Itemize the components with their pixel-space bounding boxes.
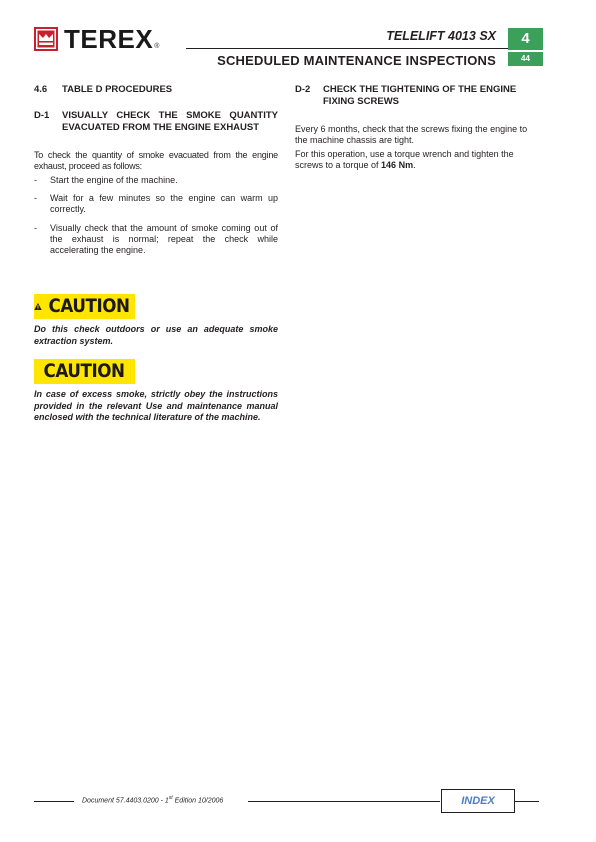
list-item [34,223,278,256]
intro-paragraph: To check the quantity of smoke evacuated from the engine exhaust, proceed as follows: [34,150,278,171]
page-number-badge: 44 [508,52,543,66]
warning-triangle-icon [34,299,42,314]
list-item [34,175,278,186]
caution-label-with-symbol [34,294,135,319]
heading-text: TABLE D PROCEDURES [62,84,173,95]
edition-date: Edition 10/2006 [172,797,224,805]
document-number: Document 57.4403.0200 - 1 [82,797,169,805]
brand-name: TEREX [64,24,154,54]
paragraph-end: . [413,160,416,170]
caution-text: In case of excess smoke, strictly obey the instructions provided in the relevant Use and maintenance manual enclosed with the technical literature of the machine. [34,389,278,422]
caution-label: CAUTION [48,295,130,317]
heading-table-d [34,84,278,96]
caution-label [34,359,135,384]
list-item [34,193,278,215]
left-column [34,84,278,256]
caution-label: CAUTION [43,360,126,382]
paragraph [295,149,539,171]
caution-text: Do this check outdoors or use an adequate smoke extraction system. [34,324,278,346]
paragraph-text: For this operation, use a torque wrench and tighten the screws to a torque of [295,149,514,170]
index-button[interactable]: INDEX [441,789,515,813]
bullet-dash: - [34,175,37,185]
heading-number: D-1 [34,110,50,121]
heading-text: VISUALLY CHECK THE SMOKE QUANTITY EVACUATED FROM THE ENGINE EXHAUST [62,110,278,133]
heading-d2 [295,84,539,108]
list-item-text: Visually check that the amount of smoke coming out of the exhaust is normal; repeat the check while accelerating the engine. [50,223,278,255]
chapter-number-badge: 4 [508,28,543,50]
bullet-dash: - [34,223,37,233]
heading-text: CHECK THE TIGHTENING OF THE ENGINE FIXING SCREWS [323,84,517,107]
brand-registered-mark: ® [154,43,160,50]
terex-emblem-icon [34,27,58,51]
list-item-text: Start the engine of the machine. [50,175,178,185]
edition-suffix: st [168,795,173,801]
paragraph: Every 6 months, check that the screws fixing the engine to the machine chassis are tight. [295,124,528,145]
model-title: TELELIFT 4013 SX [386,29,496,43]
document-reference [82,795,223,804]
footer-rule-right [515,801,539,802]
section-title: SCHEDULED MAINTENANCE INSPECTIONS [217,53,496,68]
terex-logo [34,26,184,52]
heading-d1 [34,110,278,134]
header-divider [186,48,508,49]
footer-rule-middle [248,801,440,802]
torque-value: 146 Nm [381,160,414,170]
heading-number: D-2 [295,84,311,95]
footer-rule-left [34,801,74,802]
right-column [295,84,539,171]
bullet-dash: - [34,193,37,203]
heading-number: 4.6 [34,84,48,95]
list-item-text: Wait for a few minutes so the engine can warm up correctly. [50,193,278,214]
